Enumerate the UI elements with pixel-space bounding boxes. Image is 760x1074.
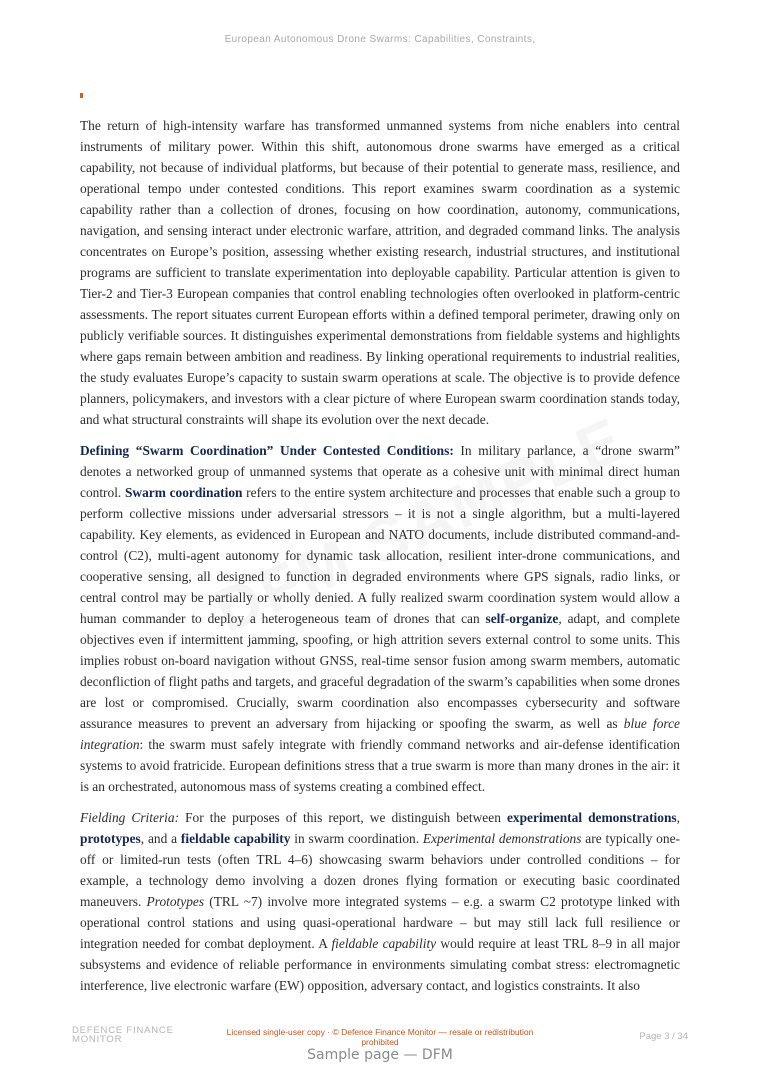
key-term: Swarm coordination (124, 485, 243, 500)
emphasis: blue force integration (80, 716, 680, 752)
section-marker (80, 93, 83, 98)
running-header: European Autonomous Drone Swarms: Capabilities, Constraints, (224, 34, 536, 45)
page-number: Page 3 / 34 (639, 1031, 688, 1042)
license-notice: Licensed single-user copy · © Defence Finance Monitor — resale or redistribution prohibited (226, 1027, 534, 1047)
brand-line: MONITOR (72, 1034, 123, 1045)
section-heading: Defining “Swarm Coordination” Under Contested Conditions: (80, 443, 454, 458)
key-term: fieldable capability (180, 831, 291, 846)
emphasis: fieldable capability (331, 936, 437, 951)
emphasis: Prototypes (146, 894, 205, 909)
brand-line: DEFENCE FINANCE (72, 1025, 174, 1036)
key-term: experimental demonstrations (506, 810, 677, 825)
intro-paragraph: The return of high-intensity warfare has transformed unmanned systems from niche enablers into central instruments of military power. Within this shift, autonomous drone swarms have emerged as a critical capability, not because of individual platforms, but because of their potential to generate mass, resilience, and operational tempo under contested conditions. This report examines swarm coordination as a systemic capability rather than a collection of drones, focusing on how coordination, autonomy, communications, navigation, and sensing interact under electronic warfare, attrition, and degraded command links. The analysis concentrates on Europe’s position, assessing whether existing research, industrial structures, and institutional programs are sufficient to translate experimentation into deployable capability. Particular attention is given to Tier-2 and Tier-3 European companies that control enabling technologies often overlooked in platform-centric assessments. The report situates current European efforts within a defined temporal perimeter, drawing only on publicly verifiable sources. It distinguishes experimental demonstrations from fieldable systems and highlights where gaps remain between ambition and readiness. By linking operational requirements to industrial realities, the study evaluates Europe’s capacity to sustain swarm operations at scale. The objective is to provide defence planners, policymakers, and investors with a clear picture of where European swarm coordination stands today, and what structural constraints will shape its evolution over the next decade. (80, 118, 680, 427)
key-term: self-organize (485, 611, 559, 626)
sample-stamp: Sample page — DFM (307, 1047, 453, 1063)
key-term: prototypes (80, 831, 141, 846)
footer-brand (72, 1026, 174, 1044)
criteria-paragraph: Fielding Criteria: For the purposes of this report, we distinguish between experimental demonstrations, prototypes, and a fieldable capability in swarm coordination. Experimental demonstrations are typically one-off or limited-run tests (often TRL 4–6) showcasing swarm behaviors under controlled conditions – for example, a technology demo involving a dozen drones flying formation or executing basic coordinated maneuvers. Prototypes (TRL ~7) involve more integrated systems – e.g. a swarm C2 prototype linked with operational control stations and using quasi-operational hardware – but may still lack full resilience or integration needed for combat deployment. A fieldable capability would require at least TRL 8–9 in all major subsystems and evidence of reliable performance in environments simulating combat stress: electromagnetic interference, live electronic warfare (EW) opposition, adversary contact, and logistics constraints. It also (80, 810, 680, 993)
body-text (80, 115, 680, 1006)
emphasis: Experimental demonstrations (422, 831, 582, 846)
criteria-label: Fielding Criteria: (80, 810, 180, 825)
definition-paragraph: Defining “Swarm Coordination” Under Contested Conditions: In military parlance, a “drone swarm” denotes a networked group of unmanned systems that operate as a cohesive unit with minimal direct human control. Swarm coordination refers to the entire system architecture and processes that enable such a group to perform collective missions under adversarial stressors – it is not a single algorithm, but a multi-layered capability. Key elements, as evidenced in European and NATO documents, include distributed command-and-control (C2), multi-agent autonomy for dynamic task allocation, resilient inter-drone communications, and cooperative sensing, all designed to function in degraded environments where GPS signals, radio links, or central control may be partially or wholly denied. A fully realized swarm coordination system would allow a human commander to deploy a heterogeneous team of drones that can self-organize, adapt, and complete objectives even if intermittent jamming, spoofing, or high attrition severs external control to some units. This implies robust on-board navigation without GNSS, real-time sensor fusion among swarm members, automatic deconfliction of flight paths and targets, and graceful degradation of the swarm’s capabilities when some drones are lost or compromised. Crucially, swarm coordination also encompasses cybersecurity and software assurance measures to prevent an adversary from hijacking or spoofing the swarm, as well as blue force integration: the swarm must safely integrate with friendly command networks and air-defense identification systems to avoid fratricide. European definitions stress that a true swarm is more than many drones in the air: it is an orchestrated, autonomous mass of systems creating a combined effect. (80, 443, 681, 794)
